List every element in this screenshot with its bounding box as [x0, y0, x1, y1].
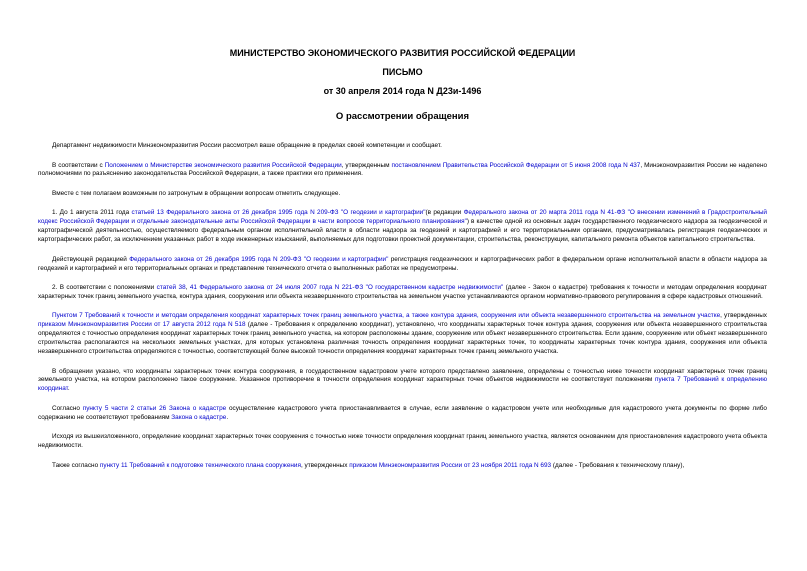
paragraph-text: 2. В соответствии с положениями: [52, 284, 157, 292]
paragraph: [38, 162, 767, 180]
paragraph-text: ) в качестве одной из основных задач государственного геодезического надзора за геодезической и картографической деятельностью, осуществляемого федеральным органом исполнительной власти в области надзора за геодезией и картографией и его территориальными органами, предусматривалась регистрация геодезических и картографических работ, за исключением указанных работ в ходе инженерных изысканий, выполняемых для подготовки проектной документации, строительства, реконструкции, капитального ремонта объектов капитального строительства.: [38, 218, 767, 244]
paragraph-text: Департамент недвижимости Минэкономразвития России рассмотрел ваше обращение в пределах своей компетенции и сообщает.: [52, 142, 442, 149]
document-link[interactable]: пункта 7 Требований к определению координат: [38, 376, 767, 393]
paragraph-text: .: [226, 413, 229, 421]
document-link[interactable]: постановлением Правительства Российской Федерации от 5 июня 2008 года N 437: [391, 161, 641, 169]
paragraph: [38, 405, 767, 423]
paragraph-text: Действующей редакцией: [52, 255, 130, 263]
document-link[interactable]: статьей 13 Федерального закона от 26 декабря 1995 года N 209-ФЗ "О геодезии и картографии": [131, 209, 426, 217]
document-link[interactable]: Положением о Министерстве экономического развития Российской Федерации: [104, 161, 342, 169]
paragraph-text: , утвержденных: [720, 312, 767, 320]
paragraph-text: осуществление кадастрового учета приостанавливается в случае, если заявление о кадастровом учете или необходимые для кадастрового учета документы по форме либо содержанию не соответствуют требованиям: [38, 404, 767, 421]
ministry-title: МИНИСТЕРСТВО ЭКОНОМИЧЕСКОГО РАЗВИТИЯ РОССИЙСКОЙ ФЕДЕРАЦИИ: [229, 48, 576, 58]
paragraph-text: регистрация геодезических и картографических работ в федеральном органе исполнительной власти в области надзора за геодезией и картографией и его территориальных органах и представление технического отчета о выполненных работах не предусмотрены.: [38, 255, 767, 272]
paragraph-text: (в редакции: [425, 209, 464, 217]
paragraph-text: 1. До 1 августа 2011 года: [52, 209, 132, 217]
paragraph: [38, 284, 767, 302]
document-link[interactable]: приказом Минэкономразвития России от 17 августа 2012 года N 518: [38, 321, 246, 329]
document-body: [38, 142, 767, 471]
document-link[interactable]: пункту 11 Требований к подготовке технического плана сооружения: [99, 461, 301, 469]
document-link[interactable]: Федерального закона от 20 марта 2011 года N 41-ФЗ "О внесении изменений в Градостроительный кодекс Российской Федерации и отдельные законодательные акты Российской Федерации в части вопросов территориального планирования": [38, 209, 767, 226]
paragraph: [38, 312, 767, 357]
document-type: ПИСЬМО: [382, 67, 423, 77]
document-date-number: от 30 апреля 2014 года N Д23и-1496: [323, 86, 482, 96]
paragraph: [38, 190, 767, 199]
paragraph: [38, 209, 767, 245]
document-link[interactable]: приказом Минэкономразвития России от 23 ноября 2011 года N 693: [349, 461, 552, 469]
paragraph-text: Также согласно: [52, 461, 100, 469]
document-link[interactable]: 41 Федерального закона от 24 июля 2007 года N 221-ФЗ "О государственном кадастре недвижимости": [189, 284, 504, 292]
paragraph: [38, 256, 767, 274]
document-link[interactable]: пункту 5 части 2 статьи 26 Закона о кадастре: [82, 404, 227, 412]
paragraph-text: (далее - Требования к определению координат), установлено, что координаты характерных точек контура здания, сооружения или объекта незавершенного строительства определяются с точностью определения координат характерных точек границ земельного участка, на котором расположены здание, сооружение или объект незавершенного строительства. Если здание, сооружение или объект незавершенного строительства располагаются на нескольких земельных участках, для которых установлена различная точность определения координат характерных точек, то координаты характерных точек контура здания, сооружения или объекта незавершенного строительства определяются с точностью, соответствующей более высокой точности определения координат характерных точек границ земельного участка.: [38, 321, 767, 356]
paragraph-text: , утвержденным: [341, 161, 392, 169]
paragraph-text: (далее - Требования к техническому плану),: [551, 461, 685, 469]
paragraph-text: Исходя из вышеизложенного, определение координат характерных точек сооружения с точностью ниже точности определения координат границ земельного участка, является основанием для приостановления кадастрового учета объекта недвижимости.: [38, 433, 767, 450]
paragraph: [38, 433, 767, 451]
paragraph-text: .: [67, 385, 70, 393]
document-link[interactable]: статей 38: [156, 284, 186, 292]
paragraph-text: (далее - Закон о кадастре) требования к точности и методам определения координат характерных точек границ земельного участка, контура здания, сооружения или объекта незавершенного строительства на земельном участке устанавливаются органом нормативно-правового регулирования в сфере кадастровых отношений.: [38, 284, 768, 300]
paragraph-text: Вместе с тем полагаем возможным по затронутым в обращении вопросам отметить следующее.: [52, 189, 341, 197]
paragraph-text: В соответствии с: [52, 161, 105, 169]
paragraph: [38, 142, 767, 151]
paragraph: [38, 462, 767, 471]
paragraph-text: , утвержденных: [300, 461, 350, 469]
paragraph-text: , Минэкономразвития России не наделено полномочиями по разъяснению законодательства Российской Федерации, а также практики его применения.: [38, 161, 768, 178]
document-link[interactable]: Федерального закона от 26 декабря 1995 года N 209-ФЗ "О геодезии и картографии": [129, 255, 389, 263]
paragraph-text: Согласно: [52, 404, 83, 412]
paragraph-text: ,: [185, 284, 190, 292]
document-subject: О рассмотрении обращения: [335, 111, 470, 122]
paragraph: [38, 368, 767, 395]
document-link[interactable]: Пунктом 7 Требований к точности и методам определения координат характерных точек границ земельного участка, а также контура здания, сооружения или объекта незавершенного строительства на земельном участке: [52, 312, 721, 320]
paragraph-text: В обращении указано, что координаты характерных точек контура сооружения, в государственном кадастровом учете которого представлено заявление, определены с точностью ниже точности координат характерных точек границ земельного участка, на котором расположено такое сооружение. Указанное противоречие в точности определения координат характерных точек объектов недвижимости не соответствует положениям: [38, 367, 767, 384]
document-link[interactable]: Закона о кадастре: [171, 413, 227, 421]
